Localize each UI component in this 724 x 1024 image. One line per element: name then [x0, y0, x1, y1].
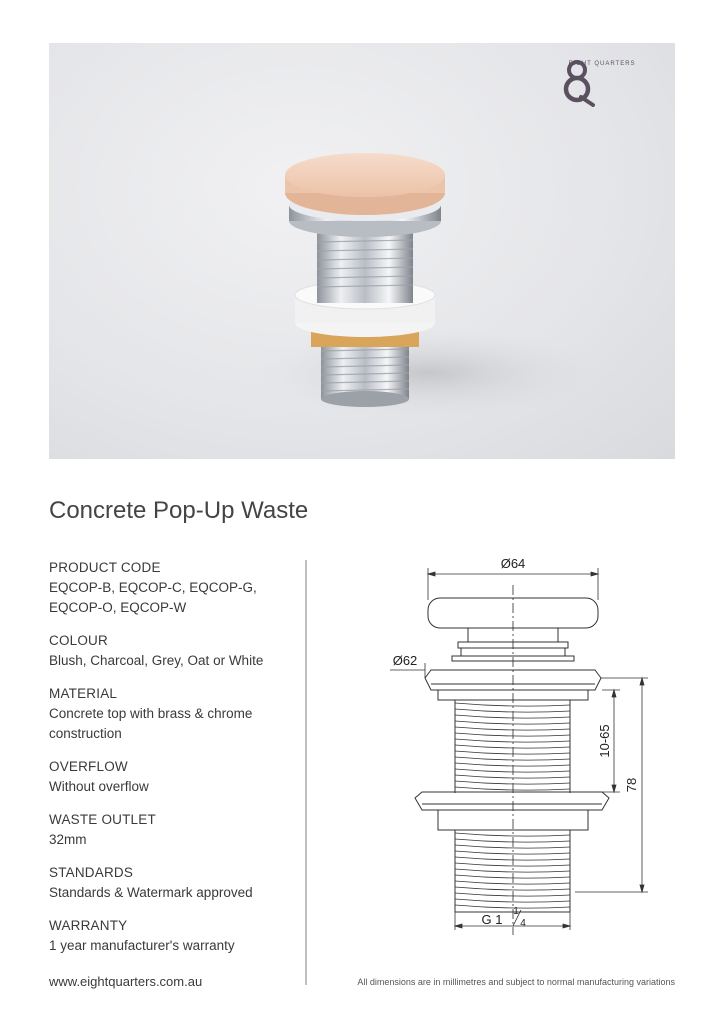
spec-value: Blush, Charcoal, Grey, Oat or White — [49, 653, 264, 668]
spec-label: STANDARDS — [49, 865, 134, 880]
product-title: Concrete Pop-Up Waste — [49, 497, 309, 524]
technical-drawing — [330, 550, 670, 950]
spec-product-code — [49, 558, 299, 618]
spec-colour — [49, 631, 299, 671]
dimension-thread-denominator: 4 — [520, 918, 526, 929]
shadow — [259, 328, 599, 418]
spec-value: Standards & Watermark approved — [49, 885, 253, 900]
spec-list — [49, 558, 299, 969]
dimension-adjust-label: 10-65 — [597, 724, 612, 758]
spec-label: COLOUR — [49, 633, 108, 648]
product-photo — [49, 43, 675, 459]
spec-value: construction — [49, 726, 122, 741]
spec-standards — [49, 863, 299, 903]
cap — [285, 153, 445, 197]
spec-overflow — [49, 757, 299, 797]
spec-value: Concrete top with brass & chrome — [49, 706, 253, 721]
dimension-thread-numerator: 1 — [513, 906, 519, 917]
spec-material — [49, 684, 299, 744]
spec-waste-outlet — [49, 810, 299, 850]
dimensions-disclaimer: All dimensions are in millimetres and subject to normal manufacturing variations — [357, 977, 675, 987]
brand-logo-icon — [557, 59, 597, 107]
dimension-flange-label: Ø62 — [392, 653, 418, 668]
spec-value: 32mm — [49, 832, 87, 847]
spec-value: EQCOP-O, EQCOP-W — [49, 600, 187, 615]
spec-label: WASTE OUTLET — [49, 812, 156, 827]
spec-value: 1 year manufacturer's warranty — [49, 938, 235, 953]
spec-value: EQCOP-B, EQCOP-C, EQCOP-G, — [49, 580, 257, 595]
dimension-top-label: Ø64 — [500, 556, 526, 571]
spec-label: WARRANTY — [49, 918, 128, 933]
spec-label: MATERIAL — [49, 686, 118, 701]
dimension-top — [428, 568, 598, 600]
column-divider — [305, 560, 307, 985]
spec-warranty — [49, 916, 299, 956]
brand-logo-text: EIGHT QUARTERS — [568, 61, 636, 67]
spec-label: PRODUCT CODE — [49, 560, 161, 575]
spec-label: OVERFLOW — [49, 759, 128, 774]
website-link[interactable]: www.eightquarters.com.au — [49, 974, 203, 989]
drawing-washer — [415, 792, 609, 810]
dimension-thread-prefix: G 1 — [481, 912, 503, 927]
spec-value: Without overflow — [49, 779, 149, 794]
brand-logo — [557, 59, 647, 67]
dimension-height-label: 78 — [624, 777, 639, 793]
